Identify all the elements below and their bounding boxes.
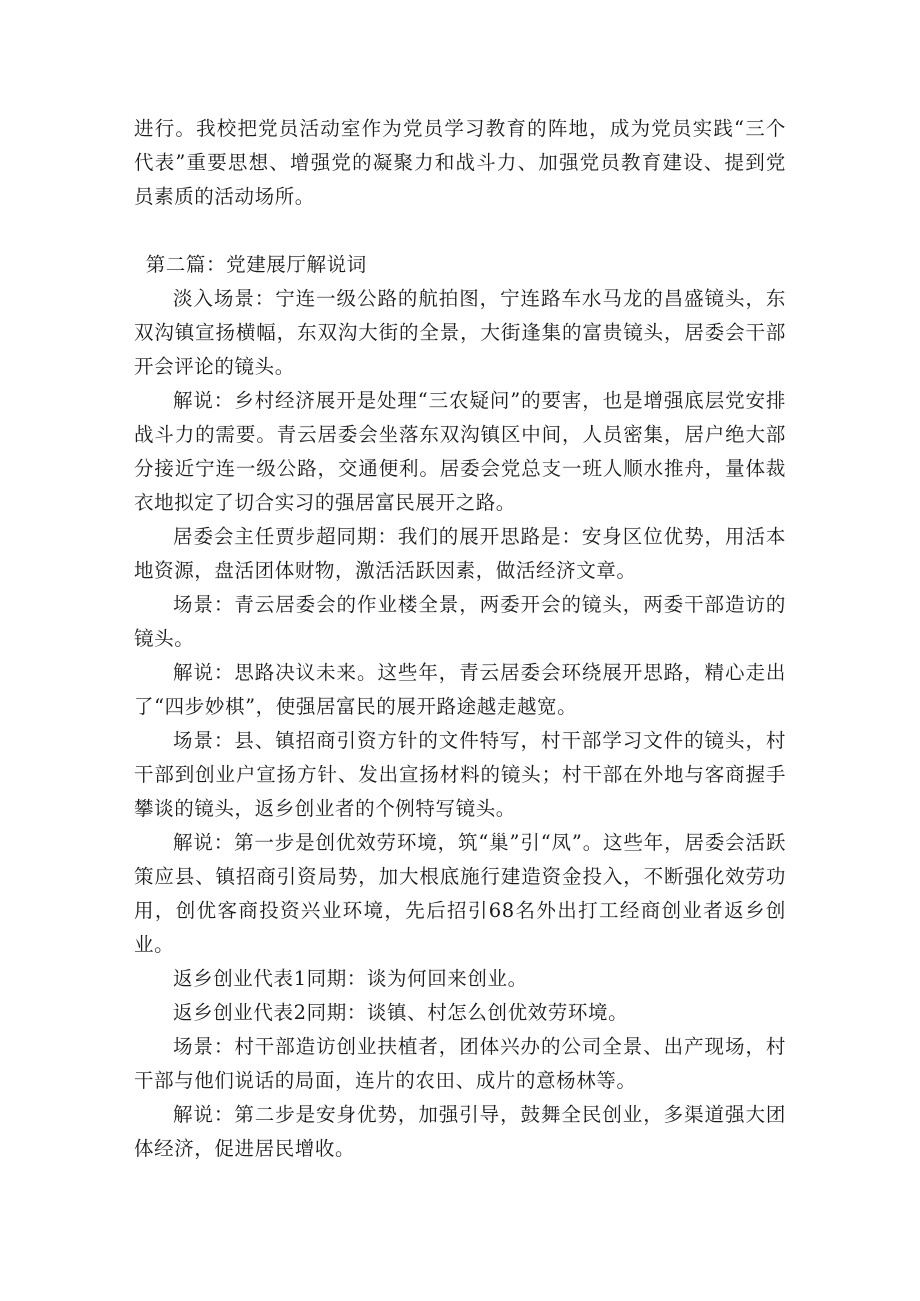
paragraph-scene-opening: 淡入场景：宁连一级公路的航拍图，宁连路车水马龙的昌盛镜头，东双沟镇宣扬横幅，东双沟大街的全景，大街逢集的富贵镜头，居委会干部开会评论的镜头。: [134, 287, 786, 378]
paragraph-representative-2: 返乡创业代表2同期：谈镇、村怎么创优效劳环境。: [173, 1001, 629, 1024]
paragraph-narration-3: 解说：第一步是创优效劳环境，筑“巢”引“凤”。这些年，居委会活跃策应县、镇招商引资局势，加大根底施行建造资金投入，不断强化效劳功用，创优客商投资兴业环境，先后招引68名外出打工经商创业者返乡创业。: [134, 831, 786, 956]
paragraph-scene-2: 场景：青云居委会的作业楼全景，两委开会的镜头，两委干部造访的镜头。: [134, 593, 786, 650]
paragraph-narration-2: 解说：思路决议未来。这些年，青云居委会环绕展开思路，精心走出了“四步妙棋”，使强居富民的展开路途越走越宽。: [134, 661, 786, 718]
document-body: [134, 112, 786, 1166]
paragraph-scene-4: 场景：村干部造访创业扶植者，团体兴办的公司全景、出产现场，村干部与他们说话的局面，连片的农田、成片的意杨林等。: [134, 1035, 786, 1092]
paragraph-narration-4: 解说：第二步是安身优势，加强引导，鼓舞全民创业，多渠道强大团体经济，促进居民增收。: [134, 1103, 786, 1160]
paragraph-representative-1: 返乡创业代表1同期：谈为何回来创业。: [173, 967, 528, 990]
paragraph-director-quote: 居委会主任贾步超同期：我们的展开思路是：安身区位优势，用活本地资源，盘活团体财物，激活活跃因素，做活经济文章。: [134, 525, 786, 582]
paragraph-intro: 进行。我校把党员活动室作为党员学习教育的阵地，成为党员实践“三个代表”重要思想、增强党的凝聚力和战斗力、加强党员教育建设、提到党员素质的活动场所。: [134, 117, 786, 208]
paragraph-narration-1: 解说：乡村经济展开是处理“三农疑问”的要害，也是增强底层党安排战斗力的需要。青云居委会坐落东双沟镇区中间，人员密集，居户绝大部分接近宁连一级公路，交通便利。居委会党总支一班人顺水推舟，量体裁衣地拟定了切合实习的强居富民展开之路。: [134, 389, 786, 514]
section-title: 第二篇：党建展厅解说词: [145, 253, 367, 276]
paragraph-scene-3: 场景：县、镇招商引资方针的文件特写，村干部学习文件的镜头，村干部到创业户宣扬方针、发出宣扬材料的镜头；村干部在外地与客商握手攀谈的镜头，返乡创业者的个例特写镜头。: [134, 729, 786, 820]
